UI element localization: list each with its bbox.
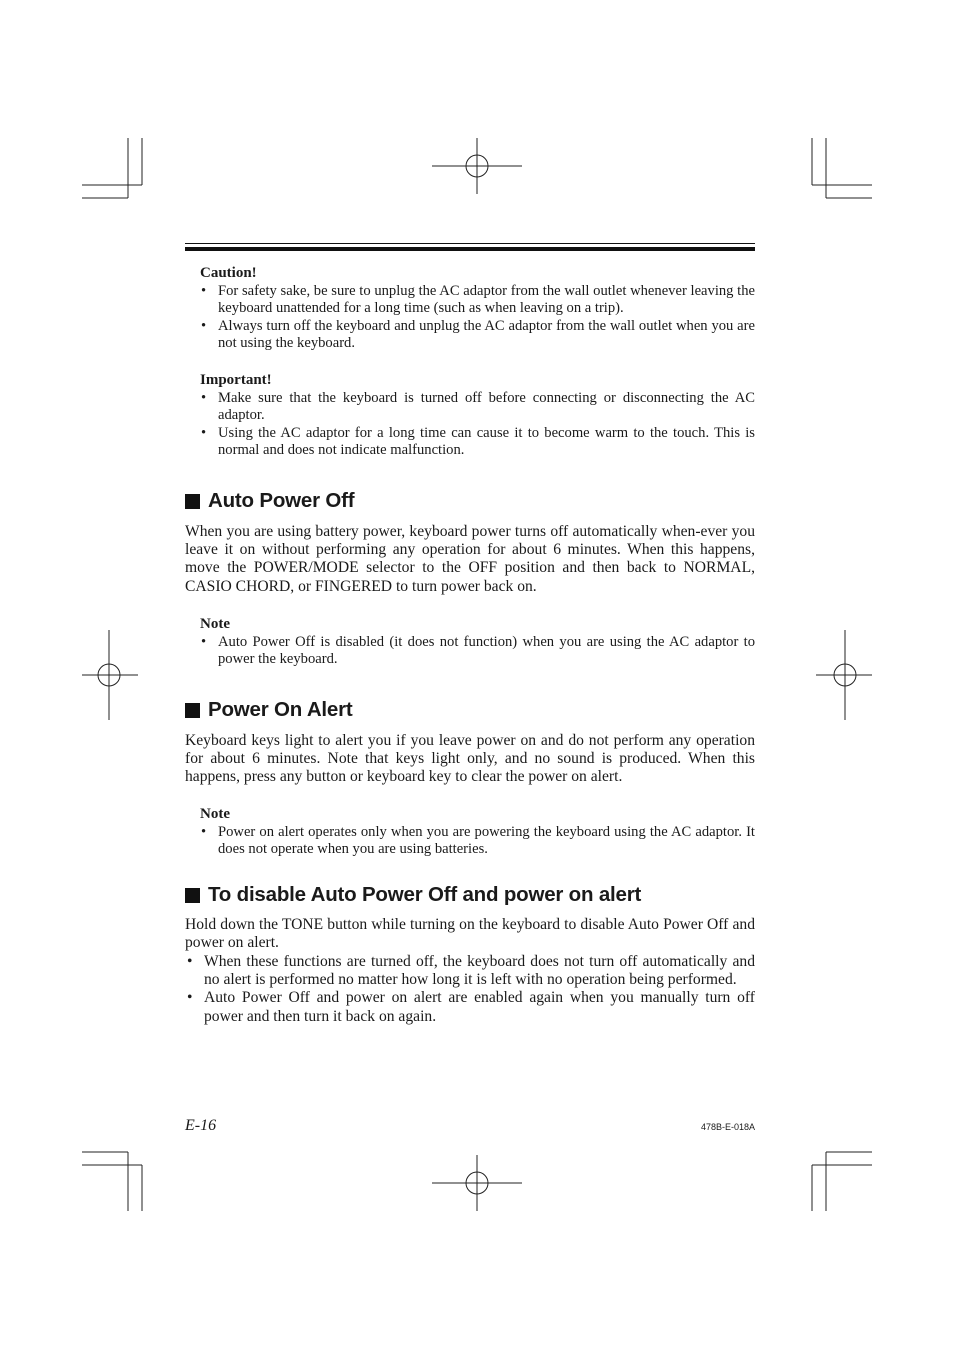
caution-title: Caution! [200,265,257,281]
header-rule-thin [185,243,755,244]
list-item: • When these functions are turned off, the keyboard does not turn off automatically and no alert is performed no matter how long it is left with no operation being performed. [187,953,755,989]
list-item: • Auto Power Off is disabled (it does not function) when you are using the AC adaptor to power the keyboard. [201,634,755,668]
section-heading-power-on-alert: Power On Alert [185,696,353,724]
bullet-icon: • [187,953,193,970]
square-bullet-icon [185,494,200,509]
disable-list [185,953,755,1026]
list-item: • Auto Power Off and power on alert are enabled again when you manually turn off power and then turn it back on again. [187,989,755,1025]
important-title: Important! [200,372,272,388]
list-item: • Always turn off the keyboard and unplug the AC adaptor from the wall outlet when you are not using the keyboard. [201,317,755,352]
bullet-icon: • [201,634,207,650]
bullet-icon: • [201,283,207,299]
list-item: • Make sure that the keyboard is turned off before connecting or disconnecting the AC adaptor. [201,390,755,424]
bullet-icon: • [201,824,207,840]
caution-list [200,283,755,353]
document-code: 478B-E-018A [700,1122,755,1132]
section-heading-auto-power-off: Auto Power Off [185,487,354,515]
auto-power-off-note-list [200,634,755,669]
important-list [200,390,755,460]
bullet-icon: • [187,989,193,1007]
square-bullet-icon [185,703,200,718]
disable-body: Hold down the TONE button while turning on the keyboard to disable Auto Power Off and power on alert. [185,916,755,952]
power-on-alert-body: Keyboard keys light to alert you if you leave power on and do not perform any operation for about 6 minutes. Note that keys light only, and no sound is produced. When this happens, press any button or keyboard key to clear the power on alert. [185,732,755,786]
bullet-icon: • [201,317,207,334]
list-item: • Power on alert operates only when you are powering the keyboard using the AC adaptor. It does not operate when you are using batteries. [201,824,755,858]
page-number: E-16 [185,1117,217,1134]
bullet-icon: • [201,390,207,406]
list-item: • For safety sake, be sure to unplug the AC adaptor from the wall outlet whenever leaving the keyboard unattended for a long time (such as when leaving on a trip). [201,283,755,317]
list-item: • Using the AC adaptor for a long time can cause it to become warm to the touch. This is normal and does not indicate malfunction. [201,424,755,459]
section-heading-disable: To disable Auto Power Off and power on alert [185,881,641,909]
header-rule-thick [185,247,755,251]
auto-power-off-note-title: Note [200,616,230,632]
square-bullet-icon [185,888,200,903]
power-on-alert-note-list [200,824,755,859]
power-on-alert-note-title: Note [200,806,230,822]
bullet-icon: • [201,424,207,441]
auto-power-off-body: When you are using battery power, keyboard power turns off automatically when-ever you leave it on without performing any operation for about 6 minutes. When this happens, move the POWER/MODE selector to the OFF position and then back to NORMAL, CASIO CHORD, or FINGERED to turn power back on. [185,523,755,595]
